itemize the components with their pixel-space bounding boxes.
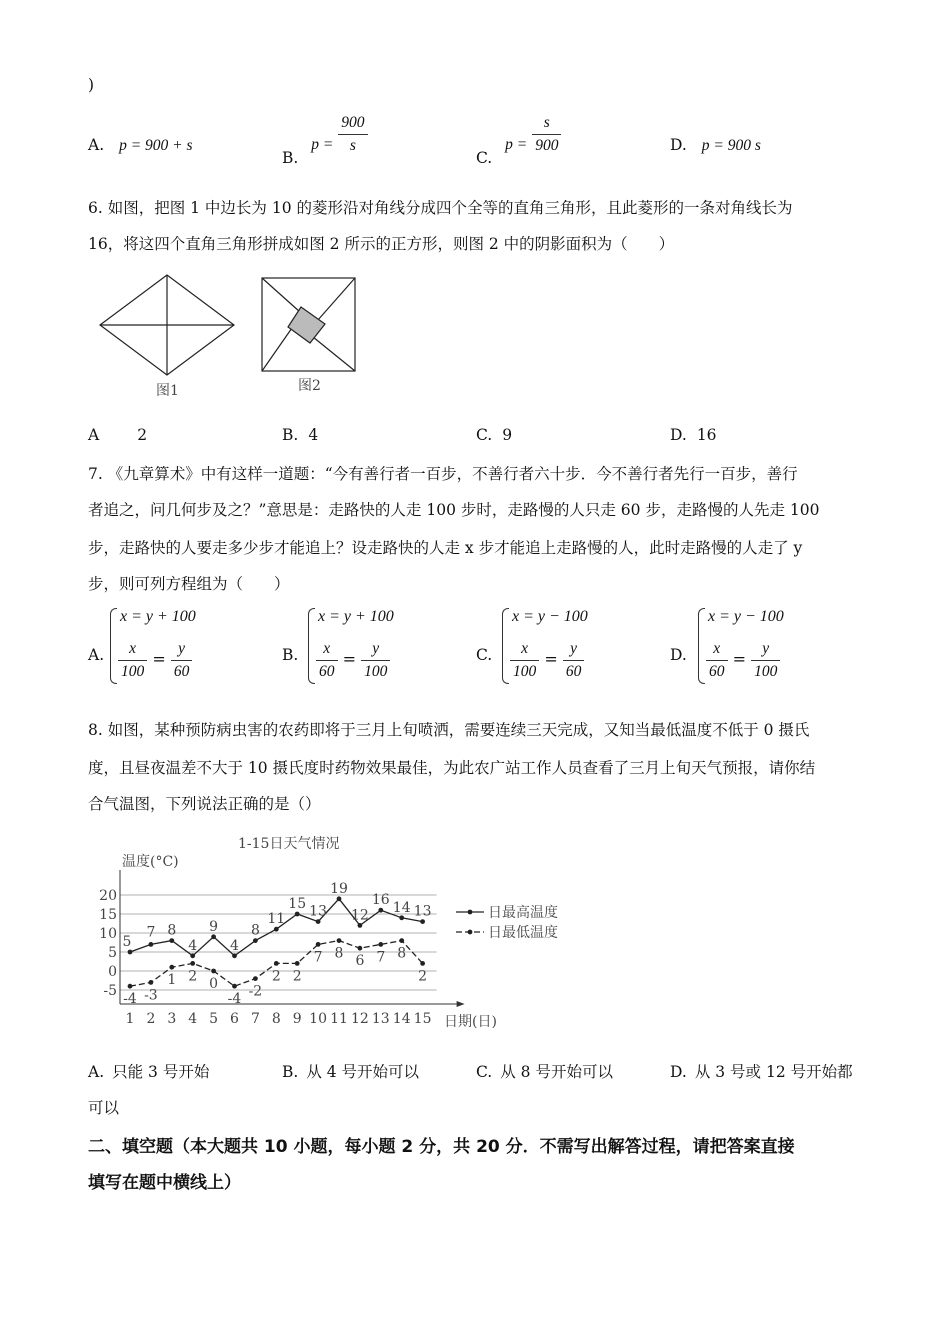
- high-point: [358, 923, 363, 928]
- frac-denominator: 60: [709, 663, 725, 680]
- x-tick-label: 8: [271, 1011, 281, 1027]
- high-data-label: 8: [250, 922, 260, 939]
- low-data-label: 7: [376, 949, 386, 966]
- q8-option-b-text: 从 4 号开始可以: [306, 1063, 420, 1081]
- q6-option-b-label: B.: [282, 426, 299, 444]
- low-point: [399, 938, 404, 943]
- high-point: [337, 896, 342, 901]
- q8-option-b[interactable]: [282, 1060, 419, 1082]
- frac-numerator: x: [706, 638, 728, 661]
- q5-option-d-expr: p = 900 s: [701, 137, 761, 154]
- q8-option-d-wrap: 可以: [88, 1099, 120, 1117]
- high-point: [211, 934, 216, 939]
- continued-paren: ): [88, 76, 95, 94]
- low-data-label: 2: [188, 968, 198, 985]
- low-data-label: 8: [334, 945, 344, 962]
- frac-numerator: y: [361, 638, 390, 661]
- high-data-label: 11: [267, 911, 286, 928]
- frac-denominator: 60: [565, 663, 582, 680]
- frac-denominator: s: [349, 137, 356, 154]
- low-point: [274, 961, 279, 966]
- chart-title: 1-15日天气情况: [238, 836, 340, 852]
- x-tick-label: 7: [250, 1011, 260, 1027]
- q5-option-c[interactable]: [476, 112, 561, 167]
- low-point: [316, 942, 321, 947]
- q8-option-a[interactable]: [88, 1060, 209, 1082]
- frac-numerator: 900: [338, 112, 367, 135]
- shaded-square: [288, 307, 325, 343]
- q8-option-d[interactable]: [670, 1060, 853, 1082]
- high-data-label: 9: [209, 918, 219, 935]
- q7-text-line3: 步，走路快的人要走多少步才能追上？设走路快的人走 x 步才能追上走路慢的人，此时走路慢的人走了 y: [88, 539, 803, 557]
- q7-option-a-eq2: $\frac{x}{100}$ = $\frac{y}{60}$: [118, 638, 192, 683]
- q6-option-c-label: C.: [476, 426, 493, 444]
- q5-option-a-expr: p = 900 + s: [119, 137, 193, 154]
- frac-right: [171, 638, 193, 683]
- high-data-label: 4: [188, 937, 198, 954]
- q7-text-line1: 7. 《九章算术》中有这样一道题：“今有善行者一百步，不善行者六十步．今不善行者先行一百步，善行: [88, 465, 798, 483]
- y-tick-label: 15: [99, 907, 117, 923]
- low-point: [128, 984, 133, 989]
- q7-option-c-eq1: x = y − 100: [512, 608, 588, 625]
- q5-option-a-label: A.: [88, 136, 105, 154]
- x-tick-label: 13: [371, 1011, 390, 1027]
- high-point: [316, 919, 321, 924]
- figure-1-caption: 图1: [156, 383, 179, 399]
- q7-option-a-eq1: x = y + 100: [120, 608, 196, 625]
- legend-low-label: 日最低温度: [488, 925, 558, 941]
- x-tick-label: 3: [167, 1011, 177, 1027]
- q7-option-c-label: C.: [476, 646, 493, 664]
- low-point: [149, 980, 154, 985]
- q6-option-b[interactable]: [282, 426, 318, 444]
- frac-numerator: s: [532, 112, 561, 135]
- q5-option-c-lhs: p =: [505, 135, 528, 153]
- q6-figures: [96, 272, 366, 402]
- q6-option-c[interactable]: [476, 426, 512, 444]
- frac-numerator: x: [118, 638, 147, 661]
- frac-numerator: y: [563, 638, 585, 661]
- low-point: [378, 942, 383, 947]
- q5-option-d-label: D.: [670, 136, 687, 154]
- high-data-label: 14: [392, 899, 411, 916]
- frac-right: [563, 638, 585, 683]
- q7-option-d[interactable]: [670, 606, 860, 686]
- frac-left: [706, 638, 728, 683]
- q6-option-c-value: 9: [502, 426, 513, 444]
- q8-option-a-text: 只能 3 号开始: [112, 1063, 210, 1081]
- x-tick-label: 4: [188, 1011, 198, 1027]
- q5-option-d[interactable]: [670, 136, 761, 155]
- q6-option-a-value: 2: [137, 426, 148, 444]
- q7-option-d-label: D.: [670, 646, 687, 664]
- frac-numerator: y: [751, 638, 780, 661]
- q6-text-line2: 16，将这四个直角三角形拼成如图 2 所示的正方形，则图 2 中的阴影面积为（ ）: [88, 235, 675, 253]
- frac-left: [118, 638, 147, 683]
- temperature-chart: [88, 828, 608, 1038]
- q6-option-d-value: 16: [696, 426, 717, 444]
- q7-option-d-eq2: $\frac{x}{60}$ = $\frac{y}{100}$: [706, 638, 780, 683]
- frac-denominator: 100: [364, 663, 388, 680]
- x-axis-arrow: [457, 1001, 465, 1007]
- low-data-label: -3: [144, 987, 158, 1004]
- y-tick-label: 0: [108, 964, 117, 980]
- q7-option-d-eq1: x = y − 100: [708, 608, 784, 625]
- low-data-label: 8: [397, 945, 407, 962]
- x-tick-label: 15: [413, 1011, 432, 1027]
- high-data-label: 16: [371, 892, 390, 909]
- high-point: [128, 950, 133, 955]
- frac-numerator: x: [316, 638, 338, 661]
- q7-option-a[interactable]: [88, 606, 278, 686]
- x-tick-label: 2: [146, 1011, 156, 1027]
- low-point: [358, 946, 363, 951]
- low-point: [253, 976, 258, 981]
- x-tick-label: 11: [330, 1011, 348, 1027]
- x-tick-label: 9: [292, 1011, 302, 1027]
- low-data-label: 2: [418, 968, 428, 985]
- low-data-label: 1: [167, 972, 177, 989]
- q7-option-b-eq2: $\frac{x}{60}$ = $\frac{y}{100}$: [316, 638, 390, 683]
- frac-right: [361, 638, 390, 683]
- q8-option-d-label: D.: [670, 1063, 687, 1081]
- high-data-label: 12: [350, 907, 369, 924]
- high-data-label: 5: [122, 934, 132, 950]
- q6-option-a-label: A: [88, 426, 100, 444]
- q5-option-c-frac: [532, 112, 561, 157]
- legend-high-marker: [468, 910, 473, 915]
- low-point: [295, 961, 300, 966]
- low-point: [190, 961, 195, 966]
- low-point: [420, 961, 425, 966]
- q7-option-a-label: A.: [88, 646, 105, 664]
- x-tick-label: 12: [350, 1011, 369, 1027]
- q7-text-line2: 者追之，问几何步及之？”意思是：走路快的人走 100 步时，走路慢的人只走 60 步，走路慢的人先走 100: [88, 501, 820, 519]
- q7-option-b-label: B.: [282, 646, 299, 664]
- q5-option-a[interactable]: [88, 136, 193, 155]
- q8-option-c-text: 从 8 号开始可以: [500, 1063, 613, 1081]
- section2-heading-line1: 二、填空题（本大题共 10 小题，每小题 2 分，共 20 分．不需写出解答过程，请把答案直接: [88, 1137, 795, 1157]
- brace: [502, 608, 509, 684]
- high-data-label: 7: [146, 924, 156, 941]
- q7-option-c-eq2: $\frac{x}{100}$ = $\frac{y}{60}$: [510, 638, 584, 683]
- q6-option-a[interactable]: [88, 426, 147, 444]
- frac-denominator: 900: [535, 137, 559, 154]
- figure-2-caption: 图2: [298, 378, 321, 394]
- brace: [110, 608, 117, 684]
- legend-low-marker: [468, 930, 473, 935]
- frac-numerator: y: [171, 638, 193, 661]
- q6-text-line1: 6. 如图，把图 1 中边长为 10 的菱形沿对角线分成四个全等的直角三角形，且此菱形的一条对角线长为: [88, 199, 793, 217]
- q7-option-b[interactable]: [282, 606, 472, 686]
- high-data-label: 13: [413, 903, 432, 920]
- high-point: [253, 938, 258, 943]
- q7-text-line4: 步，则可列方程组为（ ）: [88, 575, 290, 593]
- brace: [308, 608, 315, 684]
- high-data-label: 4: [230, 937, 239, 954]
- x-tick-label: 10: [309, 1011, 328, 1027]
- legend-high-label: 日最高温度: [488, 905, 558, 921]
- q7-option-b-eq1: x = y + 100: [318, 608, 394, 625]
- frac-denominator: 60: [173, 663, 190, 680]
- chart-xlabel: 日期(日): [444, 1014, 497, 1030]
- low-point: [232, 984, 237, 989]
- low-data-label: 6: [355, 953, 365, 970]
- q8-option-c-label: C.: [476, 1063, 493, 1081]
- frac-numerator: x: [510, 638, 539, 661]
- q5-option-b-frac: [338, 112, 367, 157]
- q5-option-b-label: B.: [282, 148, 299, 167]
- y-tick-label: 10: [99, 926, 117, 942]
- q8-option-a-label: A.: [88, 1063, 105, 1081]
- brace: [698, 608, 705, 684]
- low-data-label: -4: [123, 991, 137, 1008]
- high-point: [149, 942, 154, 947]
- q8-option-c[interactable]: [476, 1060, 613, 1082]
- x-tick-label: 1: [125, 1011, 135, 1027]
- low-data-label: 0: [209, 976, 219, 992]
- q7-option-c[interactable]: [476, 606, 666, 686]
- low-data-label: 2: [292, 968, 302, 985]
- chart-ylabel: 温度(°C): [122, 854, 179, 870]
- section2-heading-line2: 填写在题中横线上）: [88, 1173, 241, 1193]
- x-tick-label: 5: [209, 1011, 219, 1027]
- frac-denominator: 100: [121, 663, 145, 680]
- q8-text-line2: 度，且昼夜温差不大于 10 摄氏度时药物效果最佳，为此农广站工作人员查看了三月上旬天气预报，请你结: [88, 759, 816, 777]
- high-point: [169, 938, 174, 943]
- q8-text-line1: 8. 如图，某种预防病虫害的农药即将于三月上旬喷洒，需要连续三天完成，又知当最低温度不低于 0 摄氏: [88, 721, 810, 739]
- high-point: [399, 915, 404, 920]
- q5-option-b[interactable]: [282, 112, 368, 167]
- low-data-label: 7: [313, 949, 323, 966]
- x-tick-label: 14: [392, 1011, 411, 1027]
- q8-text-line3: 合气温图，下列说法正确的是（）: [88, 795, 321, 813]
- high-point: [190, 953, 195, 958]
- q6-option-b-value: 4: [308, 426, 319, 444]
- x-tick-label: 6: [230, 1011, 239, 1027]
- high-point: [295, 912, 300, 917]
- high-point: [232, 953, 237, 958]
- high-data-label: 19: [330, 880, 348, 897]
- frac-left: [316, 638, 338, 683]
- high-data-label: 8: [167, 922, 177, 939]
- y-tick-label: -5: [103, 983, 117, 999]
- figure-2-square: [262, 278, 355, 371]
- low-point: [337, 938, 342, 943]
- q8-option-d-text: 从 3 号或 12 号开始都: [694, 1063, 853, 1081]
- low-point: [169, 965, 174, 970]
- low-point: [211, 969, 216, 974]
- y-tick-label: 5: [108, 945, 117, 961]
- low-data-label: -2: [248, 983, 263, 1000]
- high-point: [420, 919, 425, 924]
- low-data-label: -4: [227, 991, 242, 1008]
- figure-1-rhombus: [100, 275, 234, 375]
- high-data-label: 15: [288, 896, 307, 912]
- y-tick-label: 20: [99, 888, 117, 904]
- q5-option-c-label: C.: [476, 148, 493, 167]
- q5-option-b-lhs: p =: [311, 135, 334, 153]
- frac-right: [751, 638, 780, 683]
- frac-denominator: 100: [754, 663, 778, 680]
- high-point: [378, 908, 383, 913]
- low-data-label: 2: [271, 968, 281, 985]
- high-point: [274, 927, 279, 932]
- q6-option-d-label: D.: [670, 426, 687, 444]
- high-data-label: 13: [309, 903, 328, 920]
- frac-denominator: 60: [319, 663, 335, 680]
- frac-denominator: 100: [513, 663, 537, 680]
- q8-option-b-label: B.: [282, 1063, 299, 1081]
- frac-left: [510, 638, 539, 683]
- q6-option-d[interactable]: [670, 426, 717, 444]
